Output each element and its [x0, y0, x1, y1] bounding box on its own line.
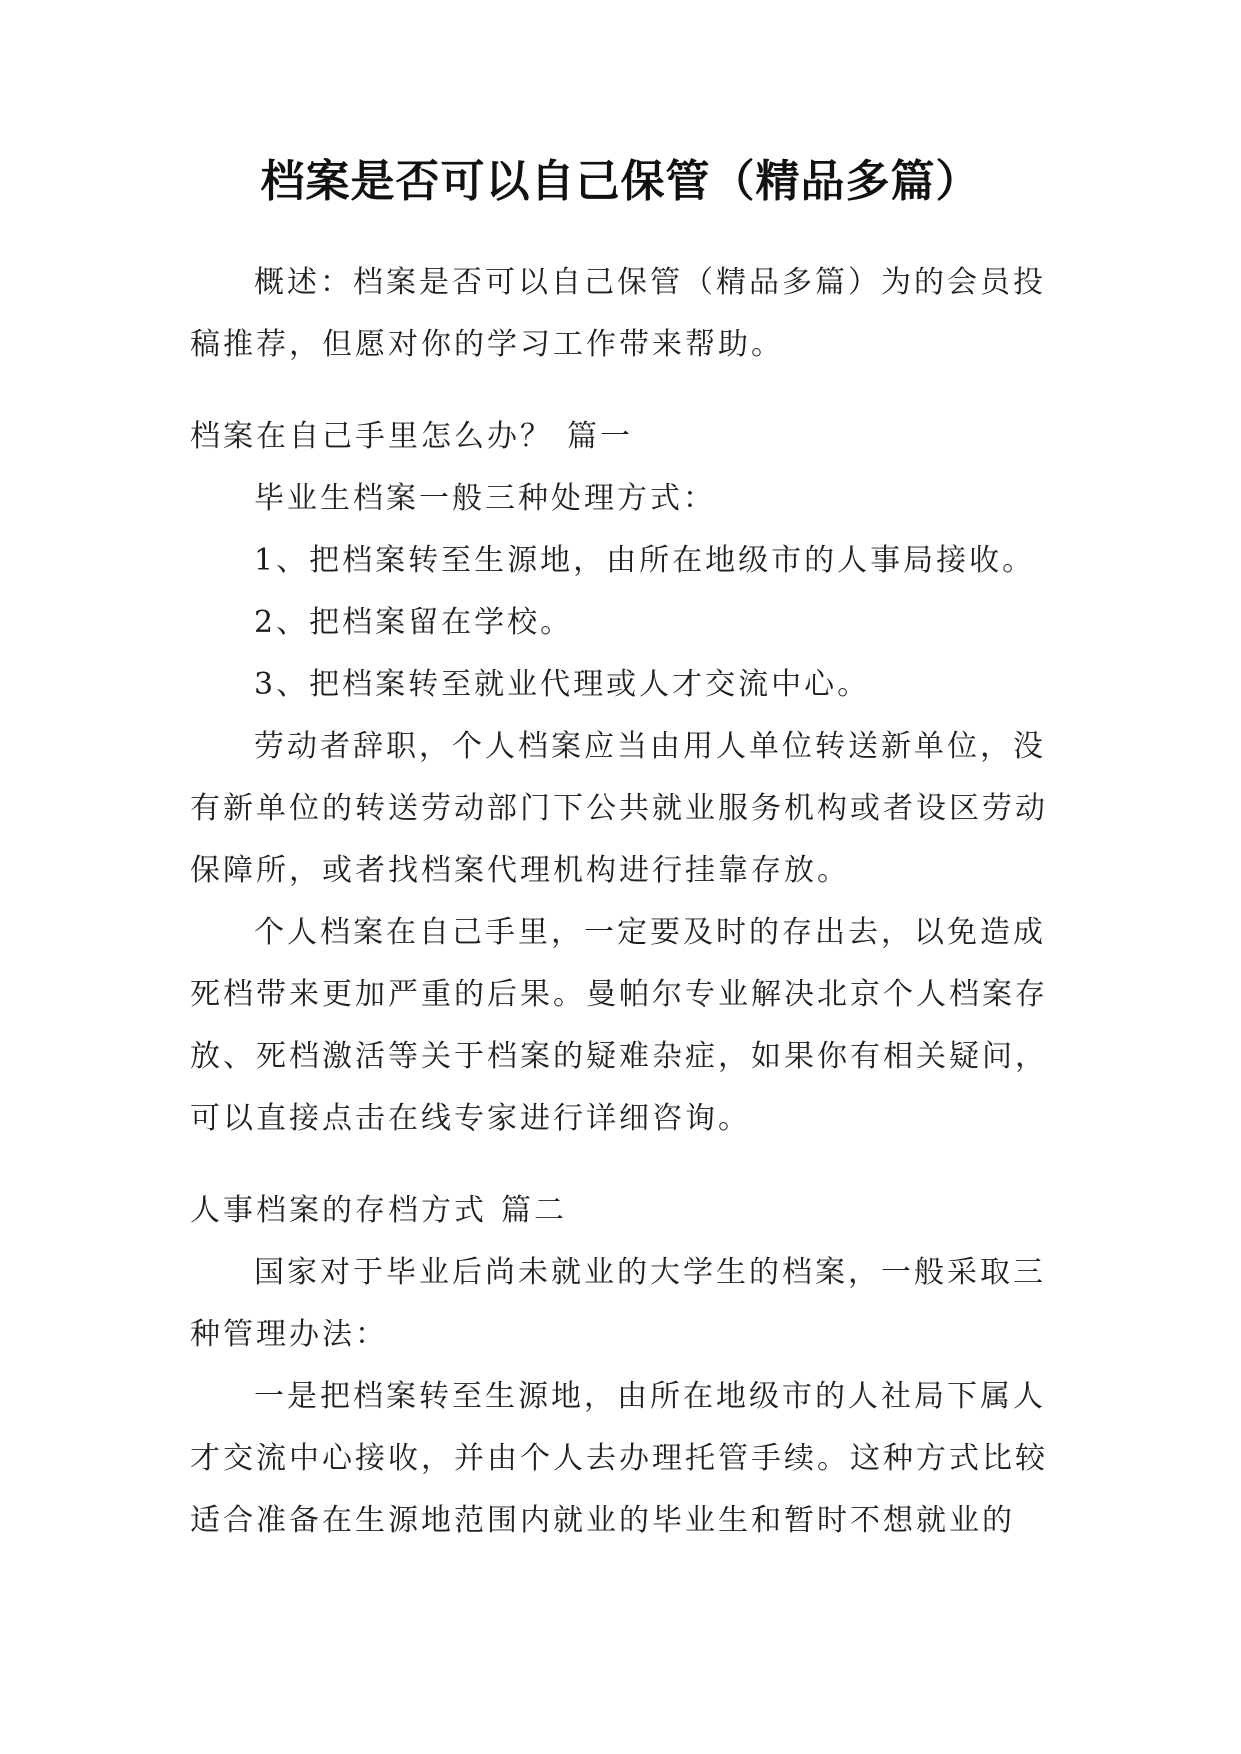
- section2-heading-label: 篇二: [501, 1193, 567, 1228]
- section1-item-2: 2、把档案留在学校。: [254, 605, 574, 640]
- section1-item-3: 3、把档案转至就业代理或人才交流中心。: [254, 667, 871, 702]
- section2-heading-text: 人事档案的存档方式: [190, 1193, 487, 1228]
- document-title: 档案是否可以自己保管（精品多篇）: [260, 156, 981, 207]
- section1-paragraph-2: 个人档案在自己手里，一定要及时的存出去，以免造成死档带来更加严重的后果。曼帕尔专业解决北京个人档案存放、死档激活等关于档案的疑难杂症，如果你有相关疑问，可以直接点击在线专家进行详细咨询。: [190, 915, 1048, 1136]
- section1-item-1: 1、把档案转至生源地，由所在地级市的人事局接收。: [254, 543, 1036, 578]
- section2-paragraph-1: 国家对于毕业后尚未就业的大学生的档案，一般采取三种管理办法：: [190, 1255, 1046, 1352]
- section2-heading: [190, 1180, 1050, 1242]
- section1-heading-text: 档案在自己手里怎么办？: [190, 419, 553, 454]
- section1-heading-label: 篇一: [567, 419, 633, 454]
- summary-paragraph: 概述：档案是否可以自己保管（精品多篇）为的会员投稿推荐，但愿对你的学习工作带来帮助。: [190, 265, 1046, 362]
- section1-intro: 毕业生档案一般三种处理方式：: [254, 481, 716, 516]
- section2-paragraph-2: 一是把档案转至生源地，由所在地级市的人社局下属人才交流中心接收，并由个人去办理托管手续。这种方式比较适合准备在生源地范围内就业的毕业生和暂时不想就业的: [190, 1379, 1048, 1538]
- section1-heading: [190, 406, 1050, 468]
- section1-paragraph-1: 劳动者辞职，个人档案应当由用人单位转送新单位，没有新单位的转送劳动部门下公共就业服务机构或者设区劳动保障所，或者找档案代理机构进行挂靠存放。: [190, 729, 1048, 888]
